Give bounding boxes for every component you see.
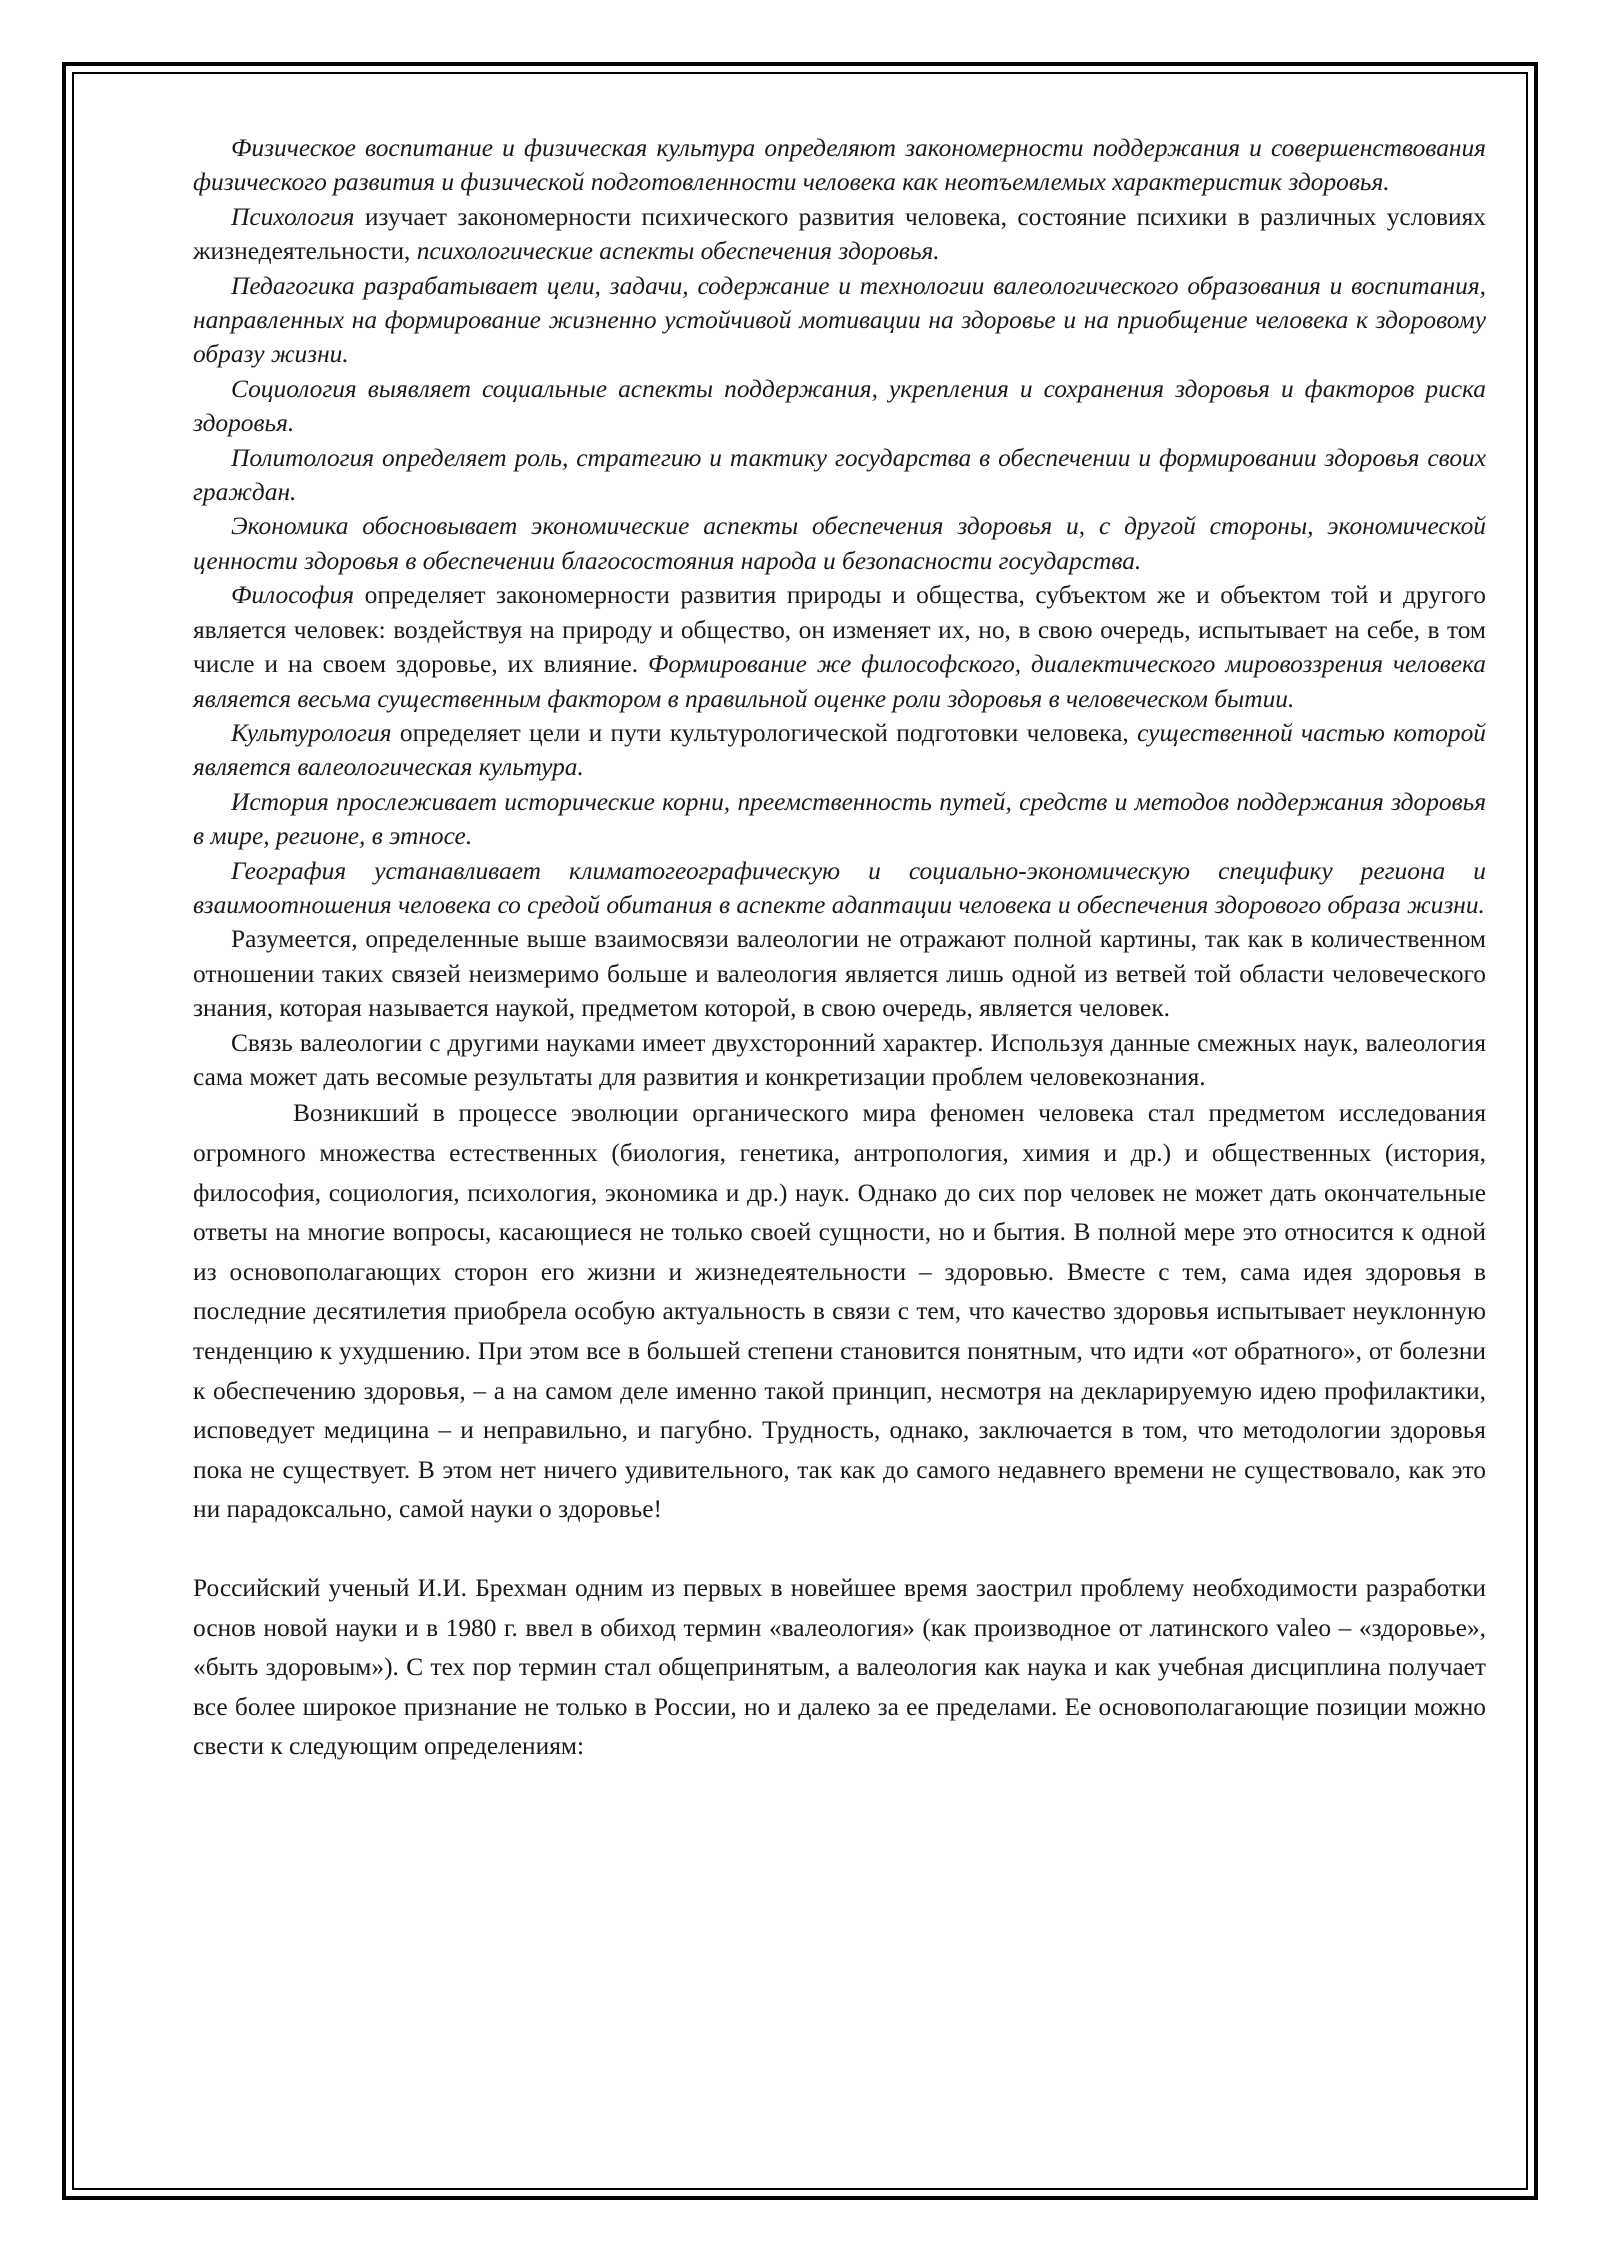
paragraph-history: История прослеживает исторические корни, преемственность путей, средств и методов поддержания здоровья в мире, регионе, в этносе. <box>193 787 1486 851</box>
paragraph-relationships: Разумеется, определенные выше взаимосвязи валеологии не отражают полной картины, так как в количественном отношении таких связей неизмеримо больше и валеология является лишь одной из ветвей той области человеческого знания, которая называется наукой, предметом которой, в свою очередь, является человек. <box>193 925 1486 1023</box>
paragraph-physical-education: Физическое воспитание и физическая культура определяют закономерности поддержания и совершенствования физического развития и физической подготовленности человека как неотъемлемых характеристик здоровья. <box>193 134 1486 197</box>
document-body <box>193 131 1486 1767</box>
paragraph-human-phenomenon: Возникший в процессе эволюции органического мира феномен человека стал предметом исследования огромного множества естественных (биология, генетика, антропология, химия и др.) и общественных (история, философия, социология, психология, экономика и др.) наук. Однако до сих пор человек не может дать окончательные ответы на многие вопросы, касающиеся не только своей сущности, но и бытия. В полной мере это относится к одной из основополагающих сторон его жизни и жизнедеятельности – здоровью. Вместе с тем, сама идея здоровья в последние десятилетия приобрела особую актуальность в связи с тем, что качество здоровья испытывает неуклонную тенденцию к ухудшению. При этом все в большей степени становится понятным, что идти «от обратного», от болезни к обеспечению здоровья, – а на самом деле именно такой принцип, несмотря на декларируемую идею профилактики, исповедует медицина – и неправильно, и пагубно. Трудность, однако, заключается в том, что методологии здоровья пока не существует. В этом нет ничего удивительного, так как до самого недавнего времени не существовало, как это ни парадоксально, самой науки о здоровье! <box>193 1099 1486 1524</box>
paragraph-geography: География устанавливает климатогеографическую и социально-экономическую специфику региона и взаимоотношения человека со средой обитания в аспекте адаптации человека и обеспечения здорового образа жизни. <box>193 856 1486 919</box>
paragraph-brekhman: Российский ученый И.И. Брехман одним из первых в новейшее время заострил проблему необходимости разработки основ новой науки и в 1980 г. ввел в обиход термин «валеология» (как производное от латинского valeo – «здоровье», «быть здоровым»). С тех пор термин стал общепринятым, а валеология как наука и как учебная дисциплина получает все более широкое признание не только в России, но и далеко за ее пределами. Ее основополагающие позиции можно свести к следующим определениям: <box>193 1573 1486 1761</box>
paragraph-pedagogy: Педагогика разрабатывает цели, задачи, содержание и технологии валеологического образования и воспитания, направленных на формирование жизненно устойчивой мотивации на здоровье и на приобщение человека к здоровому образу жизни. <box>193 271 1486 369</box>
paragraph-sociology: Социология выявляет социальные аспекты поддержания, укрепления и сохранения здоровья и факторов риска здоровья. <box>193 374 1486 438</box>
paragraph-psychology: Психология изучает закономерности психического развития человека, состояние психики в различных условиях жизнедеятельности, психологические аспекты обеспечения здоровья. <box>193 202 1486 266</box>
paragraph-culturology: Культурология определяет цели и пути культурологической подготовки человека, существенной частью которой является валеологическая культура. <box>193 718 1486 782</box>
paragraph-political-science: Политология определяет роль, стратегию и тактику государства в обеспечении и формировании здоровья своих граждан. <box>193 443 1486 507</box>
paragraph-philosophy: Философия определяет закономерности развития природы и общества, субъектом же и объектом той и другого является человек: воздействуя на природу и общество, он изменяет их, но, в свою очередь, испытывает на себе, в том числе и на своем здоровье, их влияние. Формирование же философского, диалектического мировоззрения человека является весьма существенным фактором в правильной оценке роли здоровья в человеческом бытии. <box>193 581 1486 713</box>
paragraph-economics: Экономика обосновывает экономические аспекты обеспечения здоровья и, с другой стороны, экономической ценности здоровья в обеспечении благосостояния народа и безопасности государства. <box>193 512 1486 575</box>
paragraph-two-way-connection: Связь валеологии с другими науками имеет двухсторонний характер. Используя данные смежных наук, валеология сама может дать весомые результаты для развития и конкретизации проблем человекознания. <box>193 1028 1486 1091</box>
